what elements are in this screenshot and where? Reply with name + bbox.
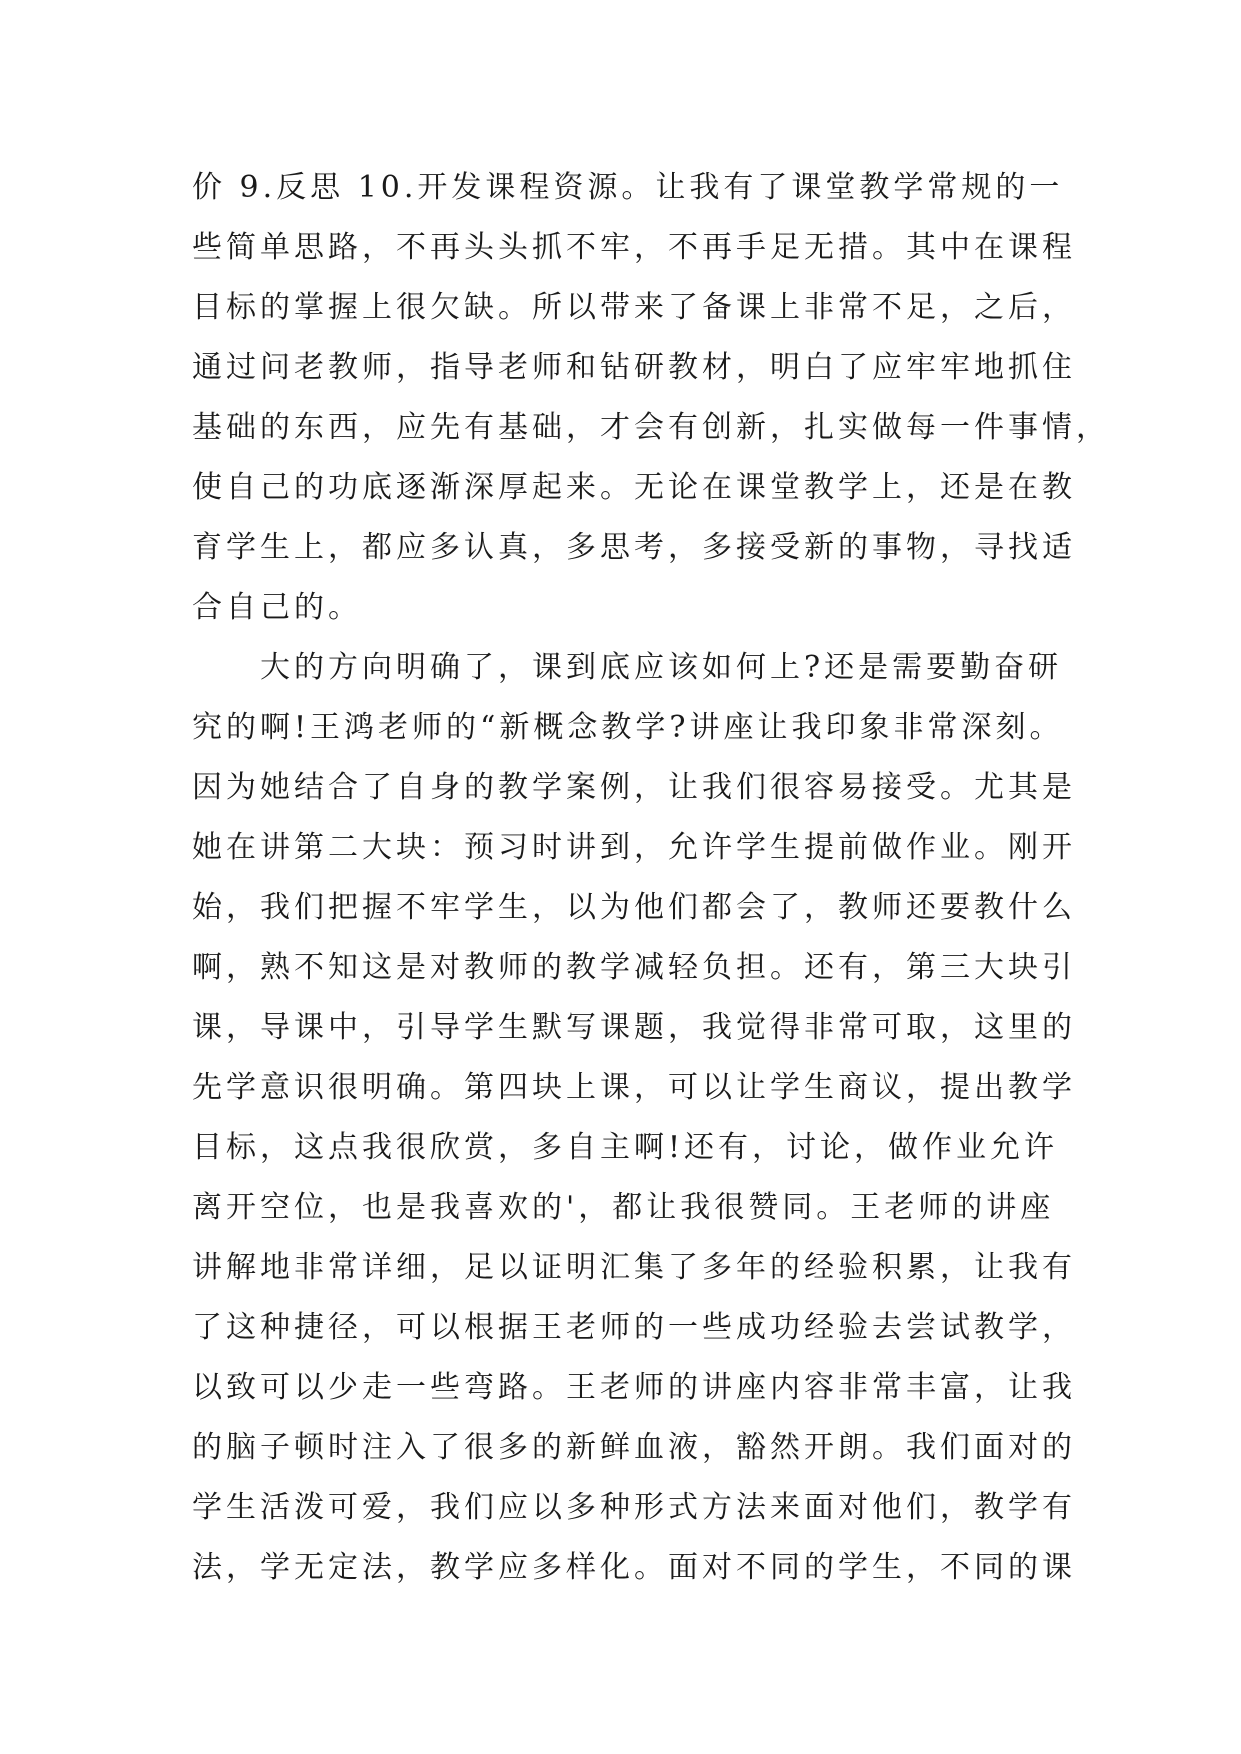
text-line-13: 始，我们把握不牢学生，以为他们都会了，教师还要教什么 xyxy=(192,890,1076,925)
text-line-20: 了这种捷径，可以根据王老师的一些成功经验去尝试教学， xyxy=(192,1310,1076,1345)
text-line-23: 学生活泼可爱，我们应以多种形式方法来面对他们，教学有 xyxy=(192,1490,1076,1525)
text-line-3: 目标的掌握上很欠缺。所以带来了备课上非常不足，之后， xyxy=(192,290,1076,325)
text-line-11: 因为她结合了自身的教学案例，让我们很容易接受。尤其是 xyxy=(192,770,1076,805)
text-line-7: 育学生上，都应多认真，多思考，多接受新的事物，寻找适 xyxy=(192,530,1076,565)
text-line-4: 通过问老教师，指导老师和钻研教材，明白了应牢牢地抓住 xyxy=(192,350,1076,385)
text-line-15: 课，导课中，引导学生默写课题，我觉得非常可取，这里的 xyxy=(192,1010,1076,1045)
text-line-16: 先学意识很明确。第四块上课，可以让学生商议，提出教学 xyxy=(192,1070,1076,1105)
text-line-12: 她在讲第二大块：预习时讲到，允许学生提前做作业。刚开 xyxy=(192,830,1076,865)
text-line-19: 讲解地非常详细，足以证明汇集了多年的经验积累，让我有 xyxy=(192,1250,1076,1285)
text-line-5: 基础的东西，应先有基础，才会有创新，扎实做每一件事情， xyxy=(192,410,1110,445)
text-line-21: 以致可以少走一些弯路。王老师的讲座内容非常丰富，让我 xyxy=(192,1370,1076,1405)
text-line-6: 使自己的功底逐渐深厚起来。无论在课堂教学上，还是在教 xyxy=(192,470,1076,505)
text-line-17: 目标，这点我很欣赏，多自主啊!还有，讨论，做作业允许 xyxy=(192,1130,1059,1165)
text-line-1: 价 9.反思 10.开发课程资源。让我有了课堂教学常规的一 xyxy=(192,170,1064,205)
text-line-24: 法，学无定法，教学应多样化。面对不同的学生，不同的课 xyxy=(192,1550,1076,1585)
text-line-22: 的脑子顿时注入了很多的新鲜血液，豁然开朗。我们面对的 xyxy=(192,1430,1076,1465)
text-line-9: 大的方向明确了，课到底应该如何上?还是需要勤奋研 xyxy=(192,650,1063,685)
text-line-14: 啊，熟不知这是对教师的教学减轻负担。还有，第三大块引 xyxy=(192,950,1076,985)
text-line-2: 些简单思路，不再头头抓不牢，不再手足无措。其中在课程 xyxy=(192,230,1076,265)
text-line-10: 究的啊!王鸿老师的“新概念教学?讲座让我印象非常深刻。 xyxy=(192,710,1064,745)
text-line-8: 合自己的。 xyxy=(192,590,362,625)
body-text xyxy=(192,158,1110,1598)
text-line-18: 离开空位，也是我喜欢的'，都让我很赞同。王老师的讲座 xyxy=(192,1190,1055,1225)
